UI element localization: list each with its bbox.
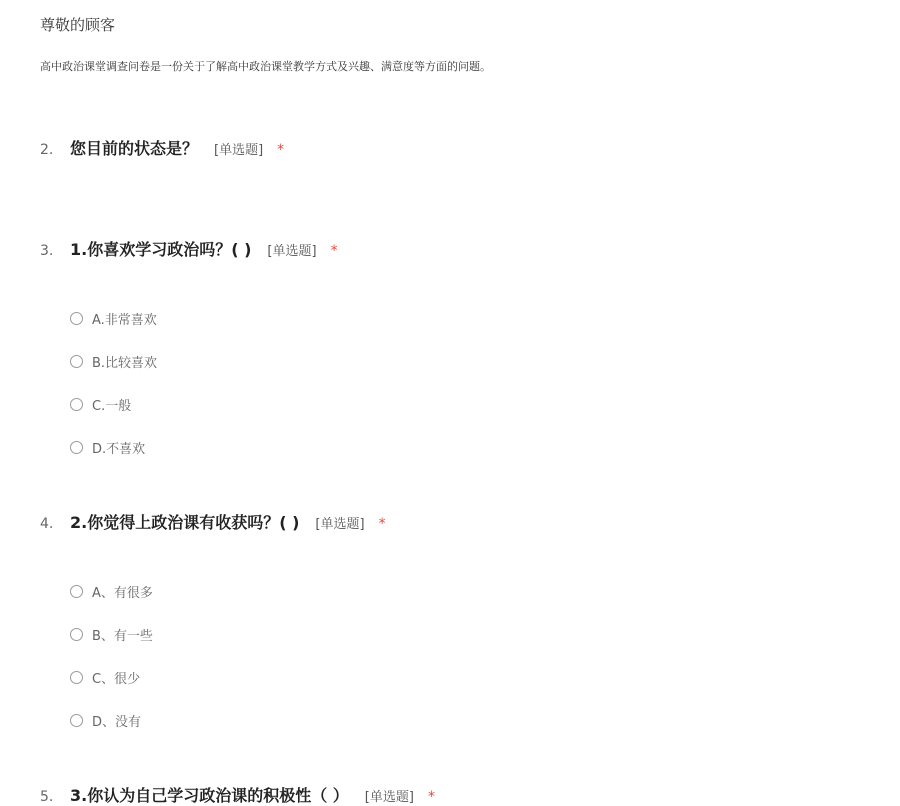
required-marker: * [427, 789, 435, 805]
radio-button[interactable] [70, 312, 83, 325]
radio-button[interactable] [70, 671, 83, 684]
option-q4-c[interactable] [70, 668, 140, 687]
question-title: 3.你认为自己学习政治课的积极性（ ） [70, 786, 349, 805]
radio-button[interactable] [70, 714, 83, 727]
question-type-badge: [单选题] [364, 790, 414, 805]
question-number: 4. [40, 516, 54, 532]
option-q4-d[interactable] [70, 711, 141, 730]
radio-button[interactable] [70, 585, 83, 598]
question-5 [40, 783, 435, 806]
question-title: 您目前的状态是？ [70, 139, 199, 158]
option-label: A、有很多 [92, 586, 153, 601]
option-q3-c[interactable] [70, 395, 131, 414]
question-number: 3. [40, 243, 54, 259]
question-2 [40, 136, 284, 159]
question-title: 1.你喜欢学习政治吗？( ) [70, 240, 252, 259]
option-label: A.非常喜欢 [92, 313, 157, 328]
question-4 [40, 510, 386, 533]
option-q3-d[interactable] [70, 438, 145, 457]
option-label: D.不喜欢 [92, 442, 146, 457]
option-label: B.比较喜欢 [92, 356, 158, 371]
radio-button[interactable] [70, 355, 83, 368]
question-3 [40, 237, 338, 260]
question-type-badge: [单选题] [214, 143, 264, 158]
option-label: B、有一些 [92, 629, 153, 644]
radio-button[interactable] [70, 398, 83, 411]
required-marker: * [330, 243, 338, 259]
question-number: 2. [40, 142, 54, 158]
question-type-badge: [单选题] [267, 244, 317, 259]
question-number: 5. [40, 789, 54, 805]
option-label: C.一般 [92, 399, 132, 414]
option-q4-a[interactable] [70, 582, 153, 601]
option-label: D、没有 [92, 715, 142, 730]
option-q4-b[interactable] [70, 625, 153, 644]
required-marker: * [277, 142, 285, 158]
option-label: C、很少 [92, 672, 141, 687]
radio-button[interactable] [70, 628, 83, 641]
option-q3-b[interactable] [70, 352, 157, 371]
radio-button[interactable] [70, 441, 83, 454]
survey-intro: 高中政治课堂调查问卷是一份关于了解高中政治课堂教学方式及兴趣、满意度等方面的问题。 [40, 60, 491, 73]
required-marker: * [378, 516, 386, 532]
question-title: 2.你觉得上政治课有收获吗？( ) [70, 513, 300, 532]
survey-greeting: 尊敬的顾客 [40, 16, 116, 34]
option-q3-a[interactable] [70, 309, 157, 328]
question-type-badge: [单选题] [315, 517, 365, 532]
